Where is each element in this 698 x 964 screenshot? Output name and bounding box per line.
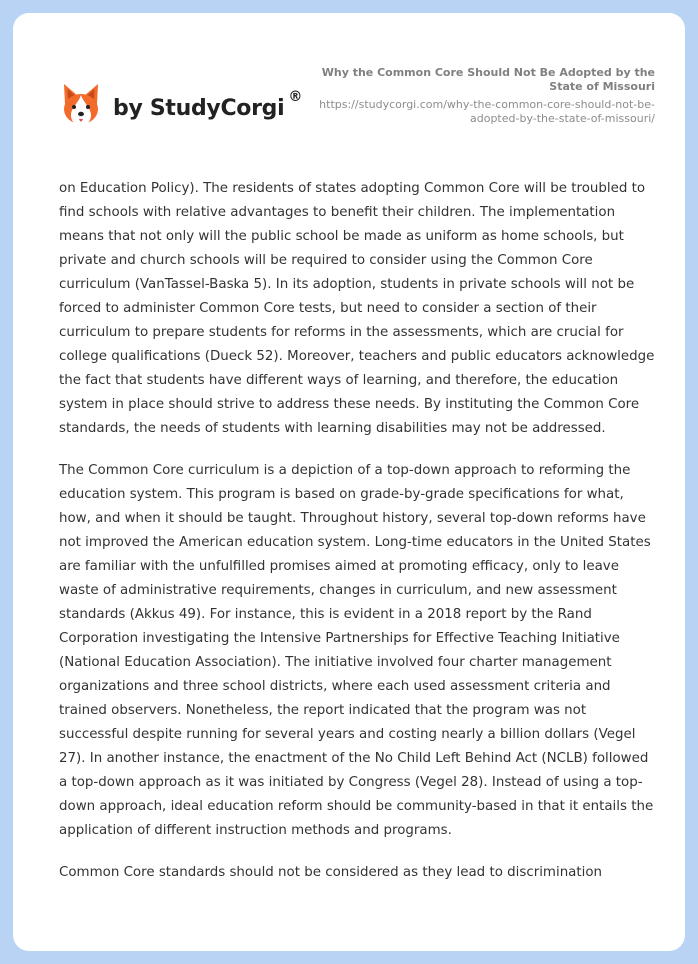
essay-paragraph: The Common Core curriculum is a depiction of a top-down approach to reforming the education system. This program is based on grade-by-grade specifications for what, how, and when it should be taught. Throughout history, several top-down reforms have not improved the American education system. Long-time educators in the United States are familiar with the unfulfilled promises aimed at promoting efficacy, only to leave waste of administrative requirements, changes in curriculum, and new assessment standards (Akkus 49). For instance, this is evident in a 2018 report by the Rand Corporation investigating the Intensive Partnerships for Effective Teaching Initiative (National Education Association). The initiative involved four charter management organizations and three school districts, where each used assessment criteria and trained observers. Nonetheless, the report indicated that the program was not successful despite running for several years and costing nearly a billion dollars (Vegel 27). In another instance, the enactment of the No Child Left Behind Act (NCLB) followed a top-down approach as it was initiated by Congress (Vegel 28). Instead of using a top-down approach, ideal education reform should be community-based in that it entails the application of different instruction methods and programs.: [59, 463, 654, 838]
essay-paragraph: on Education Policy). The residents of states adopting Common Core will be troubled to find schools with relative advantages to benefit their children. The implementation means that not only will the public school be made as uniform as home schools, but private and church schools will be required to consider using the Common Core curriculum (VanTassel-Baska 5). In its adoption, students in private schools will not be forced to administer Common Core tests, but need to consider a section of their curriculum to prepare students for reforms in the assessments, which are crucial for college qualifications (Dueck 52). Moreover, teachers and public educators acknowledge the fact that students have different ways of learning, and therefore, the education system in place should strive to address these needs. By instituting the Common Core standards, the needs of students with learning disabilities may not be addressed.: [59, 181, 655, 436]
document-title: Why the Common Core Should Not Be Adopted by the State of Missouri: [321, 66, 655, 93]
registered-mark: ®: [288, 89, 303, 105]
essay-paragraph: Common Core standards should not be considered as they lead to discrimination: [59, 865, 603, 880]
document-page: [13, 13, 685, 951]
document-header: [315, 66, 655, 126]
document-url[interactable]: https://studycorgi.com/why-the-common-core-should-not-be-adopted-by-the-state-of-missouri/: [319, 98, 655, 125]
corgi-logo-icon: [61, 82, 101, 128]
essay-body: [59, 177, 659, 903]
studycorgi-logo[interactable]: [61, 75, 302, 135]
brand-name: by StudyCorgi: [113, 95, 285, 121]
